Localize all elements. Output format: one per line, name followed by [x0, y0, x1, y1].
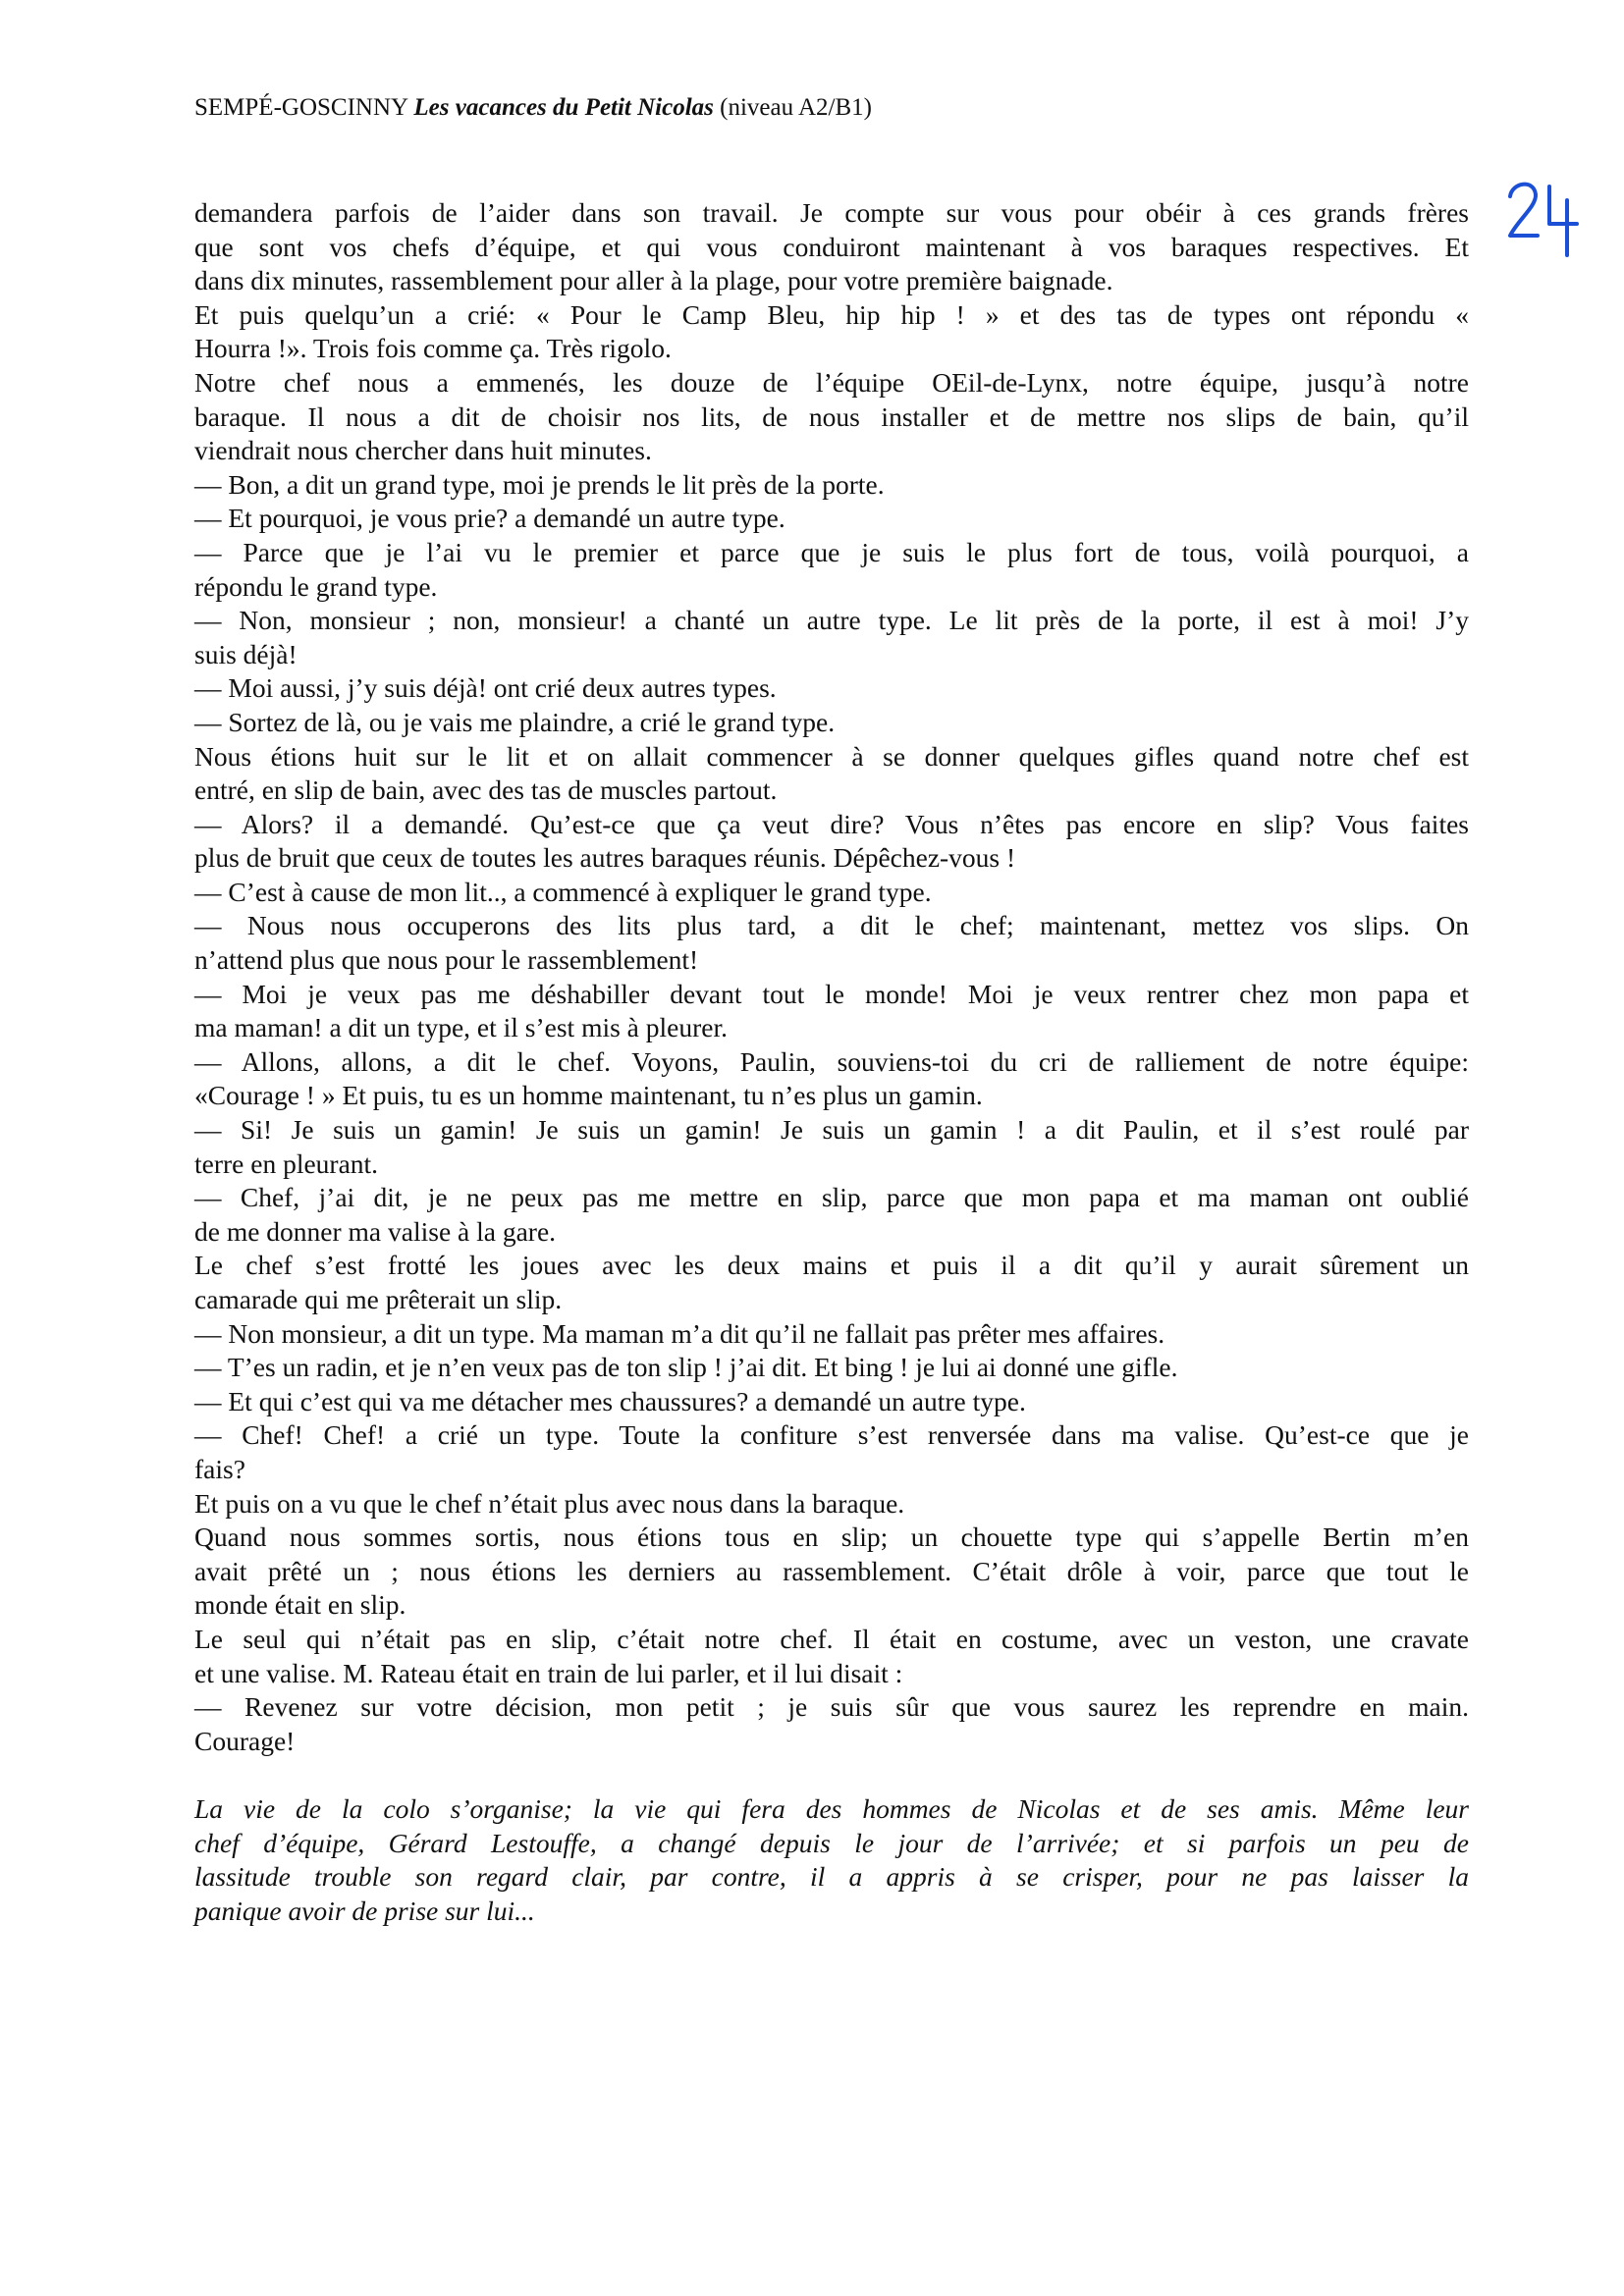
text-line: — Allons, allons, a dit le chef. Voyons, Paulin, souviens-toi du cri de ralliement de notre équipe:: [194, 1045, 1469, 1077]
text-line: — Et pourquoi, je vous prie? a demandé un autre type.: [194, 503, 785, 534]
document-body: [194, 196, 1469, 1928]
header-authors: SEMPÉ-GOSCINNY: [194, 94, 408, 121]
text-line: chef d’équipe, Gérard Lestouffe, a changé depuis le jour de l’arrivée; et si parfois un peu de: [194, 1827, 1469, 1858]
text-line: Le chef s’est frotté les joues avec les deux mains et puis il a dit qu’il y aurait sûrement un: [194, 1250, 1469, 1281]
text-line: — Chef, j’ai dit, je ne peux pas me mettre en slip, parce que mon papa et ma maman ont oublié: [194, 1182, 1469, 1213]
text-line: panique avoir de prise sur lui...: [194, 1895, 535, 1926]
text-line: — Et qui c’est qui va me détacher mes chaussures? a demandé un autre type.: [194, 1385, 1026, 1416]
text-line: — Si! Je suis un gamin! Je suis un gamin! Je suis un gamin ! a dit Paulin, et il s’est roulé par: [194, 1114, 1469, 1146]
text-line: avait prêté un ; nous étions les derniers au rassemblement. C’était drôle à voir, parce que tout le: [194, 1555, 1469, 1586]
text-line: Le seul qui n’était pas en slip, c’était notre chef. Il était en costume, avec un veston, une cravate: [194, 1623, 1469, 1654]
text-line: — T’es un radin, et je n’en veux pas de ton slip ! j’ai dit. Et bing ! je lui ai donné une gifle.: [194, 1352, 1178, 1383]
text-line: monde était en slip.: [194, 1589, 406, 1621]
main-text: [194, 196, 1469, 1758]
text-line: suis déjà!: [194, 638, 298, 669]
text-line: Hourra !». Trois fois comme ça. Très rigolo.: [194, 333, 672, 364]
text-line: lassitude trouble son regard clair, par contre, il a appris à se crisper, pour ne pas laisser la: [194, 1861, 1469, 1893]
text-line: Quand nous sommes sortis, nous étions tous en slip; un chouette type qui s’appelle Bertin m’en: [194, 1522, 1469, 1553]
text-line: baraque. Il nous a dit de choisir nos lits, de nous installer et de mettre nos slips de bain, qu’il: [194, 400, 1469, 432]
text-line: Courage!: [194, 1725, 296, 1756]
page-number-24-handwritten: [1504, 175, 1583, 263]
text-line: — Revenez sur votre décision, mon petit ; je suis sûr que vous saurez les reprendre en main.: [194, 1691, 1469, 1723]
text-line: La vie de la colo s’organise; la vie qui fera des hommes de Nicolas et de ses amis. Même leur: [194, 1792, 1469, 1824]
text-line: — Non, monsieur ; non, monsieur! a chanté un autre type. Le lit près de la porte, il est à moi! J’y: [194, 605, 1469, 636]
text-line: de me donner ma valise à la gare.: [194, 1215, 557, 1247]
text-line: — Nous nous occuperons des lits plus tard, a dit le chef; maintenant, mettez vos slips. On: [194, 910, 1469, 941]
text-line: — Alors? il a demandé. Qu’est-ce que ça veut dire? Vous n’êtes pas encore en slip? Vous faites: [194, 808, 1469, 839]
text-line: ma maman! a dit un type, et il s’est mis à pleurer.: [194, 1012, 728, 1043]
text-line: «Courage ! » Et puis, tu es un homme maintenant, tu n’es plus un gamin.: [194, 1080, 983, 1111]
running-header: [194, 94, 872, 122]
text-line: que sont vos chefs d’équipe, et qui vous conduiront maintenant à vos baraques respectives. Et: [194, 231, 1469, 262]
text-line: terre en pleurant.: [194, 1148, 379, 1179]
text-line: n’attend plus que nous pour le rassemblement!: [194, 944, 699, 976]
text-line: — Parce que je l’ai vu le premier et parce que je suis le plus fort de tous, voilà pourquoi, a: [194, 536, 1469, 567]
header-level: (niveau A2/B1): [720, 94, 872, 121]
text-line: demandera parfois de l’aider dans son travail. Je compte sur vous pour obéir à ces grands frères: [194, 197, 1469, 228]
header-book-title: Les vacances du Petit Nicolas: [413, 94, 714, 121]
text-line: — Sortez de là, ou je vais me plaindre, a crié le grand type.: [194, 706, 836, 737]
text-line: Et puis quelqu’un a crié: « Pour le Camp Bleu, hip hip ! » et des tas de types ont répondu «: [194, 298, 1469, 330]
text-line: — Moi aussi, j’y suis déjà! ont crié deux autres types.: [194, 672, 777, 704]
text-line: Et puis on a vu que le chef n’était plus avec nous dans la baraque.: [194, 1487, 905, 1519]
paragraph-gap: [194, 1758, 1469, 1792]
text-line: Nous étions huit sur le lit et on allait commencer à se donner quelques gifles quand notre chef est: [194, 740, 1469, 772]
text-line: Notre chef nous a emmenés, les douze de l’équipe OEil-de-Lynx, notre équipe, jusqu’à notre: [194, 366, 1469, 398]
text-line: — Non monsieur, a dit un type. Ma maman m’a dit qu’il ne fallait pas prêter mes affaires.: [194, 1317, 1165, 1349]
text-line: — C’est à cause de mon lit.., a commencé à expliquer le grand type.: [194, 876, 932, 907]
italic-summary: [194, 1792, 1469, 1928]
text-line: plus de bruit que ceux de toutes les autres baraques réunis. Dépêchez-vous !: [194, 842, 1016, 874]
text-line: — Bon, a dit un grand type, moi je prends le lit près de la porte.: [194, 468, 885, 500]
text-line: entré, en slip de bain, avec des tas de muscles partout.: [194, 774, 778, 806]
text-line: — Moi je veux pas me déshabiller devant tout le monde! Moi je veux rentrer chez mon papa et: [194, 978, 1469, 1009]
text-line: fais?: [194, 1453, 245, 1484]
handwritten-page-number: [1504, 175, 1583, 263]
text-line: camarade qui me prêterait un slip.: [194, 1284, 563, 1314]
text-line: — Chef! Chef! a crié un type. Toute la confiture s’est renversée dans ma valise. Qu’est-ce que je: [194, 1419, 1469, 1451]
text-line: et une valise. M. Rateau était en train de lui parler, et il lui disait :: [194, 1657, 903, 1688]
text-line: viendrait nous chercher dans huit minutes.: [194, 435, 652, 466]
text-line: répondu le grand type.: [194, 570, 438, 602]
text-line: dans dix minutes, rassemblement pour aller à la plage, pour votre première baignade.: [194, 265, 1113, 296]
